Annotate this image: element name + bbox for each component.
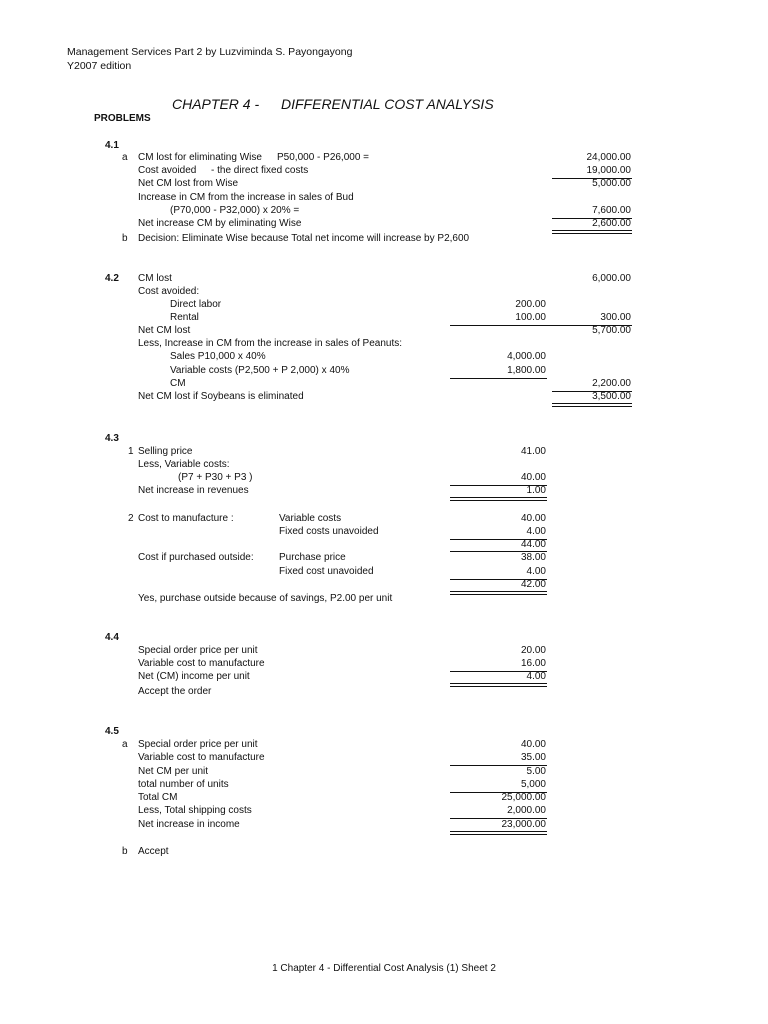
rule-single [450, 378, 547, 379]
amount: 6,000.00 [592, 273, 631, 284]
amount: 40.00 [520, 739, 546, 750]
amount: 41.00 [520, 446, 546, 457]
line-label: CM [170, 378, 186, 389]
line-label: Cost if purchased outside: [138, 552, 254, 563]
problems-heading: PROBLEMS [94, 113, 151, 124]
amount: 2,200.00 [592, 378, 631, 389]
amount: 2,600.00 [592, 218, 631, 229]
line-label: Less, Increase in CM from the increase in sales of Peanuts: [138, 338, 403, 349]
line-label: Variable cost to manufacture [138, 658, 265, 669]
amount: 5,000.00 [592, 178, 631, 189]
decision-text: Decision: Eliminate Wise because Total net income will increase by P2,600 [138, 233, 470, 244]
amount: 38.00 [520, 552, 546, 563]
problem-number: 4.4 [105, 632, 119, 643]
line-label: Net increase CM by eliminating Wise [138, 218, 302, 229]
amount: 4,000.00 [507, 351, 546, 362]
line-label: Less, Total shipping costs [138, 805, 252, 816]
line-label: Direct labor [170, 299, 222, 310]
amount: 20.00 [520, 645, 546, 656]
rule-double [450, 591, 547, 595]
amount: 16.00 [520, 658, 546, 669]
line-label: Less, Variable costs: [138, 459, 230, 470]
line-label: Purchase price [279, 552, 346, 563]
amount: 40.00 [520, 513, 546, 524]
part-label: 2 [128, 513, 134, 524]
amount: 4.00 [526, 671, 546, 682]
line-label: Sales P10,000 x 40% [170, 351, 266, 362]
amount: 7,600.00 [592, 205, 631, 216]
amount: 5.00 [526, 766, 546, 777]
problem-number: 4.2 [105, 273, 119, 284]
document-author-line: Management Services Part 2 by Luzviminda S. Payongayong [67, 46, 353, 58]
amount: 35.00 [520, 752, 546, 763]
problem-number: 4.5 [105, 726, 119, 737]
part-label: a [122, 739, 128, 750]
line-label: Net (CM) income per unit [138, 671, 250, 682]
line-label: Special order price per unit [138, 645, 258, 656]
amount: 3,500.00 [592, 391, 631, 402]
line-label: Selling price [138, 446, 193, 457]
conclusion-text: Yes, purchase outside because of savings, P2.00 per unit [138, 593, 393, 604]
line-label: total number of units [138, 779, 229, 790]
part-label: b [122, 233, 128, 244]
part-label: 1 [128, 446, 134, 457]
amount: 24,000.00 [586, 152, 631, 163]
line-label: CM lost for eliminating Wise [138, 152, 262, 163]
line-formula: - the direct fixed costs [211, 165, 309, 176]
line-label: Variable costs (P2,500 + P 2,000) x 40% [170, 365, 350, 376]
line-label: Cost to manufacture : [138, 513, 234, 524]
line-formula: (P7 + P30 + P3 ) [178, 472, 253, 483]
line-label: Net increase in income [138, 819, 240, 830]
line-label: Fixed cost unavoided [279, 566, 374, 577]
amount: 200.00 [515, 299, 546, 310]
line-label: Net CM lost from Wise [138, 178, 239, 189]
conclusion-text: Accept the order [138, 686, 212, 697]
amount: 100.00 [515, 312, 546, 323]
line-label: Variable cost to manufacture [138, 752, 265, 763]
amount: 1,800.00 [507, 365, 546, 376]
part-label: a [122, 152, 128, 163]
amount: 19,000.00 [586, 165, 631, 176]
line-label: Total CM [138, 792, 178, 803]
amount: 5,700.00 [592, 325, 631, 336]
amount: 40.00 [520, 472, 546, 483]
line-label: Net CM lost [138, 325, 191, 336]
amount: 23,000.00 [501, 819, 546, 830]
line-label: Variable costs [279, 513, 342, 524]
amount: 300.00 [600, 312, 631, 323]
line-label: Cost avoided: [138, 286, 200, 297]
line-formula: (P70,000 - P32,000) x 20% = [170, 205, 300, 216]
rule-double [450, 683, 547, 687]
amount: 4.00 [526, 566, 546, 577]
rule-double [450, 831, 547, 835]
amount: 2,000.00 [507, 805, 546, 816]
part-label: b [122, 846, 128, 857]
amount: 4.00 [526, 526, 546, 537]
amount: 44.00 [520, 539, 546, 550]
rule-double [552, 230, 632, 234]
line-label: Net CM lost if Soybeans is eliminated [138, 391, 304, 402]
problem-number: 4.3 [105, 433, 119, 444]
document-edition-line: Y2007 edition [67, 60, 132, 72]
line-label: CM lost [138, 273, 172, 284]
chapter-number: CHAPTER 4 - [172, 96, 260, 112]
line-formula: P50,000 - P26,000 = [277, 152, 370, 163]
chapter-title: DIFFERENTIAL COST ANALYSIS [281, 96, 494, 112]
line-label: Net increase in revenues [138, 485, 249, 496]
page-footer: 1 Chapter 4 - Differential Cost Analysis (1) Sheet 2 [272, 963, 496, 974]
conclusion-text: Accept [138, 846, 169, 857]
amount: 1.00 [526, 485, 546, 496]
line-label: Rental [170, 312, 199, 323]
rule-double [552, 403, 632, 407]
line-label: Fixed costs unavoided [279, 526, 379, 537]
amount: 25,000.00 [501, 792, 546, 803]
amount: 42.00 [520, 579, 546, 590]
amount: 5,000 [520, 779, 546, 790]
line-label: Special order price per unit [138, 739, 258, 750]
line-label: Net CM per unit [138, 766, 209, 777]
line-label: Cost avoided [138, 165, 197, 176]
line-label: Increase in CM from the increase in sales of Bud [138, 192, 354, 203]
rule-double [450, 497, 547, 501]
problem-number: 4.1 [105, 140, 119, 151]
